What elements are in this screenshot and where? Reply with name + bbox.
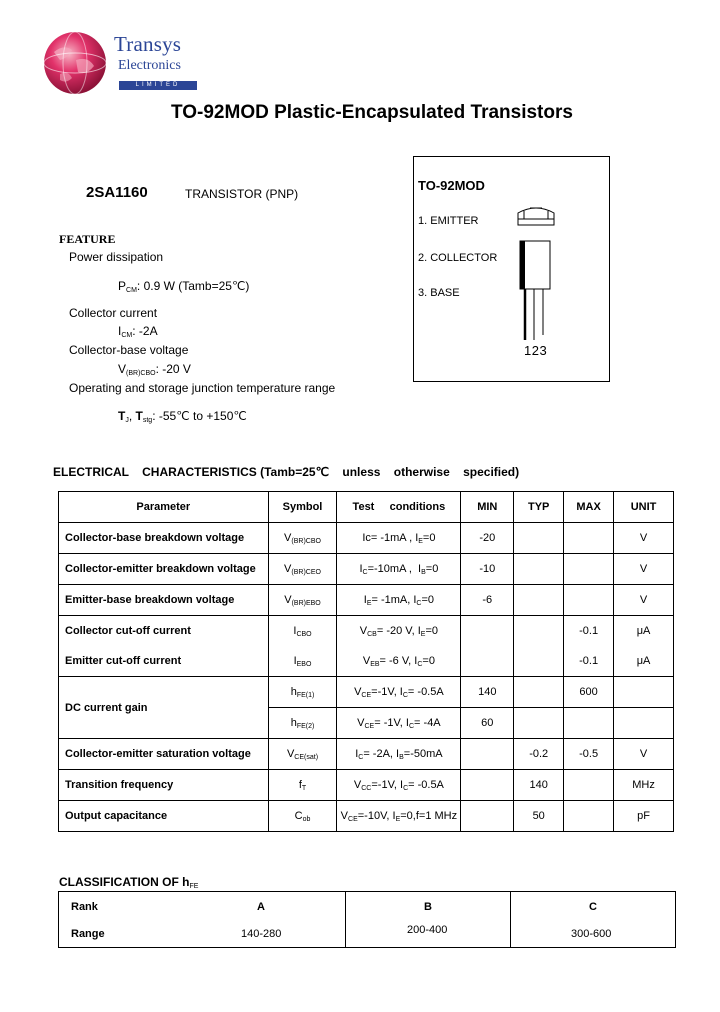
col-min: MIN xyxy=(461,492,514,523)
pcm-value: : 0.9 W (Tamb=25℃) xyxy=(136,279,250,293)
max-cell: -0.5 xyxy=(564,739,614,770)
unit-cell: pF xyxy=(614,801,674,832)
condition-subscript: CE xyxy=(361,691,372,699)
condition-subscript: CC xyxy=(361,784,372,792)
param-cell: Collector-emitter saturation voltage xyxy=(59,739,269,770)
symbol: V xyxy=(286,747,295,760)
temperature-range-label: Operating and storage junction temperature range xyxy=(69,381,336,395)
condition-end: =-50mA xyxy=(403,747,443,760)
vcbo-value: : -20 V xyxy=(155,362,191,376)
col-symbol: Symbol xyxy=(268,492,337,523)
min-cell: -20 xyxy=(461,523,514,554)
unit-cell: MHz xyxy=(614,770,674,801)
condition-subscript-2: C xyxy=(403,784,409,792)
condition-subscript-2: E xyxy=(420,630,426,638)
symbol: h xyxy=(290,685,297,698)
package-name: TO-92MOD xyxy=(418,178,485,193)
symbol-cell xyxy=(268,585,337,616)
part-number: 2SA1160 xyxy=(86,184,148,201)
min-cell xyxy=(461,801,514,832)
param-cell: Collector-base breakdown voltage xyxy=(59,523,269,554)
ec-row-vebo xyxy=(59,585,674,616)
condition-subscript-2: B xyxy=(399,753,404,761)
ec-row-vceo xyxy=(59,554,674,585)
condition: V xyxy=(359,624,368,637)
condition: V xyxy=(357,716,365,729)
symbol-cell xyxy=(268,770,337,801)
condition-subscript: CB xyxy=(367,630,377,638)
condition-end: =0 xyxy=(422,531,436,544)
condition-subscript: C xyxy=(358,753,364,761)
pin-2-label: 2. COLLECTOR xyxy=(418,252,498,264)
rank-a: A xyxy=(257,901,265,913)
min-cell: -10 xyxy=(461,554,514,585)
condition-subscript-2: E xyxy=(395,815,401,823)
symbol: f xyxy=(298,778,302,791)
condition-mid: =-10mA , I xyxy=(367,562,422,575)
symbol-subscript: T xyxy=(301,784,307,792)
max-cell xyxy=(564,554,614,585)
condition-subscript-2: C xyxy=(417,660,423,668)
condition-subscript-2: C xyxy=(402,691,408,699)
symbol: C xyxy=(294,809,303,822)
unit-cell: V xyxy=(614,554,674,585)
package-drawing-icon xyxy=(510,205,562,357)
condition-end: =0 xyxy=(425,624,439,637)
icm-spec xyxy=(118,324,158,339)
min-cell xyxy=(461,646,514,677)
typ-cell xyxy=(514,585,564,616)
param-cell: Emitter-base breakdown voltage xyxy=(59,585,269,616)
condition-mid: = -6 V, I xyxy=(379,654,418,667)
condition: V xyxy=(340,809,349,822)
condition-cell xyxy=(337,770,461,801)
ec-row-iebo xyxy=(59,646,674,677)
symbol-cell xyxy=(268,801,337,832)
typ-cell xyxy=(514,677,564,708)
condition: V xyxy=(362,654,371,667)
symbol-cell xyxy=(268,523,337,554)
condition-end: = -0.5A xyxy=(408,778,444,791)
condition-cell xyxy=(337,739,461,770)
temperature-spec: $T_J$, $T_{stg}$: -55℃ to +150℃ xyxy=(118,409,247,424)
ec-heading: ELECTRICAL CHARACTERISTICS (Tamb=25℃ unless otherwise specified) xyxy=(53,465,520,479)
symbol-subscript: (BR)CEO xyxy=(291,568,321,576)
rank-c: C xyxy=(589,901,597,913)
symbol-subscript: EBO xyxy=(296,660,312,668)
condition-subscript: E xyxy=(418,537,423,545)
condition-mid: = -2A, I xyxy=(363,747,400,760)
symbol-subscript: CBO xyxy=(296,630,312,638)
ec-table xyxy=(58,491,674,832)
condition-cell xyxy=(337,801,461,832)
col-test-conditions: Test conditions xyxy=(337,492,461,523)
pcm-symbol: P xyxy=(118,279,127,293)
unit-cell: V xyxy=(614,523,674,554)
param-cell: DC current gain xyxy=(59,677,269,739)
ec-row-cob xyxy=(59,801,674,832)
max-cell: -0.1 xyxy=(564,616,614,647)
condition-end: = -4A xyxy=(414,716,441,729)
unit-cell: V xyxy=(614,585,674,616)
collector-base-voltage-label: Collector-base voltage xyxy=(69,343,189,357)
max-cell xyxy=(564,770,614,801)
condition-cell xyxy=(337,677,461,708)
tstg-subscript: stg xyxy=(142,417,153,424)
symbol: I xyxy=(293,624,297,637)
col-unit: UNIT xyxy=(614,492,674,523)
range-c: 300-600 xyxy=(571,928,612,940)
symbol-cell xyxy=(268,739,337,770)
max-cell xyxy=(564,801,614,832)
typ-cell: -0.2 xyxy=(514,739,564,770)
symbol-subscript: (BR)EBO xyxy=(291,599,321,607)
condition-end: =0 xyxy=(422,654,435,667)
condition-mid: =-10V, I xyxy=(357,809,396,822)
symbol: V xyxy=(284,593,292,606)
typ-cell xyxy=(514,616,564,647)
classification-heading xyxy=(59,875,198,890)
tj-symbol: T xyxy=(118,409,126,423)
tstg-symbol: T xyxy=(135,409,143,423)
unit-cell: μA xyxy=(614,646,674,677)
symbol: h xyxy=(290,716,297,729)
min-cell xyxy=(461,770,514,801)
max-cell xyxy=(564,523,614,554)
company-tag: LIMITED xyxy=(119,81,197,90)
col-max: MAX xyxy=(564,492,614,523)
classification-heading-subscript: FE xyxy=(189,883,199,890)
icm-value: : -2A xyxy=(132,324,158,338)
pin-1-label: 1. EMITTER xyxy=(418,215,479,227)
symbol-cell xyxy=(268,708,337,739)
typ-cell: 140 xyxy=(514,770,564,801)
condition-cell xyxy=(337,708,461,739)
symbol-cell xyxy=(268,616,337,647)
typ-cell xyxy=(514,554,564,585)
ec-row-icbo xyxy=(59,616,674,647)
condition-cell xyxy=(337,523,461,554)
symbol-subscript: ob xyxy=(302,815,311,823)
rank-b: B xyxy=(424,901,432,913)
condition: V xyxy=(353,778,362,791)
temperature-value: : -55℃ to +150℃ xyxy=(152,409,247,423)
condition: V xyxy=(354,685,362,698)
divider xyxy=(510,892,511,947)
col-parameter: Parameter xyxy=(59,492,269,523)
typ-cell xyxy=(514,646,564,677)
max-cell: -0.1 xyxy=(564,646,614,677)
pin-numbers: 123 xyxy=(524,343,548,358)
condition-mid: = -1V, I xyxy=(374,716,409,729)
min-cell: -6 xyxy=(461,585,514,616)
symbol-cell xyxy=(268,554,337,585)
classification-table xyxy=(58,891,676,948)
company-subtitle: Electronics xyxy=(118,58,181,73)
condition-mid: =-1V, I xyxy=(371,778,404,791)
symbol-subscript: (BR)CBO xyxy=(291,537,321,545)
min-cell xyxy=(461,739,514,770)
icm-symbol: I xyxy=(118,324,122,338)
symbol-subscript: FE(1) xyxy=(296,691,315,699)
condition-subscript-2: C xyxy=(416,599,422,607)
param-cell: Collector-emitter breakdown voltage xyxy=(59,554,269,585)
condition-subscript-2: C xyxy=(408,722,415,730)
condition-subscript-2: B xyxy=(421,568,426,576)
condition-cell xyxy=(337,616,461,647)
ec-row-ft xyxy=(59,770,674,801)
param-cell: Emitter cut-off current xyxy=(59,646,269,677)
condition-subscript: CE xyxy=(364,722,375,730)
package-box xyxy=(413,156,610,382)
condition: I xyxy=(363,593,367,606)
condition-subscript: EB xyxy=(370,660,380,668)
ec-row-hfe1 xyxy=(59,677,674,708)
symbol-cell xyxy=(268,646,337,677)
range-label: Range xyxy=(71,928,105,940)
param-cell: Collector cut-off current xyxy=(59,616,269,647)
condition-cell xyxy=(337,646,461,677)
condition-mid: = -1mA, I xyxy=(371,593,417,606)
tj-subscript: J xyxy=(125,417,129,424)
range-b: 200-400 xyxy=(407,924,448,936)
condition-end: =0 xyxy=(421,593,435,606)
ec-row-vcesat xyxy=(59,739,674,770)
condition-subscript: CE xyxy=(348,815,358,823)
range-a: 140-280 xyxy=(241,928,282,940)
condition: I xyxy=(359,562,363,575)
vcbo-subscript: (BR)CBO xyxy=(126,370,156,377)
company-logo xyxy=(42,30,108,96)
max-cell xyxy=(564,585,614,616)
pcm-spec xyxy=(118,279,249,294)
condition-subscript: C xyxy=(362,568,368,576)
unit-cell: μA xyxy=(614,616,674,647)
min-cell: 140 xyxy=(461,677,514,708)
condition-mid: =-1V, I xyxy=(371,685,403,698)
max-cell xyxy=(564,708,614,739)
symbol: V xyxy=(284,531,292,544)
symbol-subscript: CE(sat) xyxy=(294,753,319,761)
icm-subscript: CM xyxy=(121,332,133,339)
condition-mid: = -20 V, I xyxy=(376,624,421,637)
unit-cell: V xyxy=(614,739,674,770)
symbol-cell xyxy=(268,677,337,708)
page-title: TO-92MOD Plastic-Encapsulated Transistors xyxy=(171,102,573,123)
param-cell: Transition frequency xyxy=(59,770,269,801)
col-typ: TYP xyxy=(514,492,564,523)
min-cell xyxy=(461,616,514,647)
classification-heading-text: CLASSIFICATION OF h xyxy=(59,875,190,889)
min-cell: 60 xyxy=(461,708,514,739)
pcm-subscript: CM xyxy=(126,287,137,294)
ec-header-row xyxy=(59,492,674,523)
condition-cell xyxy=(337,585,461,616)
typ-cell xyxy=(514,523,564,554)
condition-end: =0 xyxy=(425,562,439,575)
feature-heading: FEATURE xyxy=(59,232,116,246)
part-type: TRANSISTOR (PNP) xyxy=(185,187,299,201)
ec-row-vcbo xyxy=(59,523,674,554)
condition: Ic= -1mA , I xyxy=(362,531,419,544)
condition-subscript: E xyxy=(366,599,372,607)
symbol: V xyxy=(284,562,292,575)
collector-current-label: Collector current xyxy=(69,306,158,320)
vcbo-symbol: V xyxy=(118,362,127,376)
power-dissipation-label: Power dissipation xyxy=(69,250,164,264)
param-cell: Output capacitance xyxy=(59,801,269,832)
typ-cell xyxy=(514,708,564,739)
globe-logo-icon xyxy=(42,30,108,96)
unit-cell xyxy=(614,677,674,708)
condition-cell xyxy=(337,554,461,585)
rank-label: Rank xyxy=(71,901,98,913)
pin-3-label: 3. BASE xyxy=(418,287,460,299)
divider xyxy=(345,892,346,947)
typ-cell: 50 xyxy=(514,801,564,832)
company-name: Transys xyxy=(114,32,182,56)
unit-cell xyxy=(614,708,674,739)
max-cell: 600 xyxy=(564,677,614,708)
condition: I xyxy=(355,747,359,760)
condition-end: = -0.5A xyxy=(407,685,444,698)
vcbo-spec xyxy=(118,362,191,377)
symbol-subscript: FE(2) xyxy=(296,722,315,730)
symbol: I xyxy=(293,654,297,667)
condition-end: =0,f=1 MHz xyxy=(400,809,458,822)
